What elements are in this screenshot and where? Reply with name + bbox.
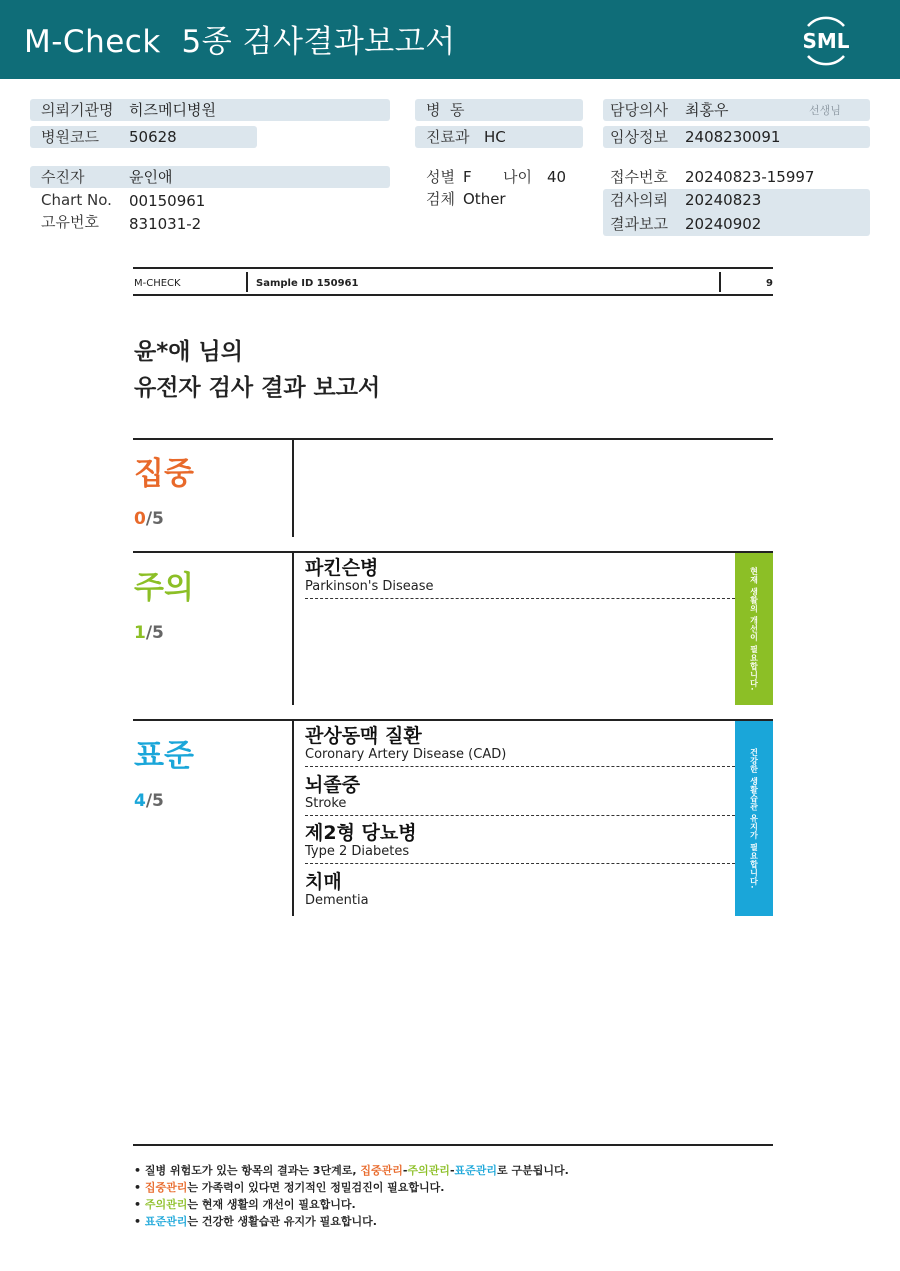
doctor-label: 담당의사 (610, 101, 668, 119)
hospital-code-value: 50628 (129, 128, 177, 146)
page-title: M-Check 5종 검사결과보고서 (24, 24, 456, 60)
request-label: 검사의뢰 (610, 191, 668, 209)
disease-name-en: Type 2 Diabetes (305, 844, 410, 859)
bullet: • (134, 1181, 142, 1194)
disease-item (305, 871, 735, 909)
standard-side-note (735, 721, 773, 916)
report-title: 유전자 검사 결과 보고서 (134, 375, 381, 401)
standard-count: 4/5 (134, 791, 164, 811)
unique-label: 고유번호 (41, 213, 99, 231)
age-label: 나이 (503, 168, 532, 186)
bullet: • (134, 1215, 142, 1228)
note-item: • 집중관리는 가족력이 있다면 정기적인 정밀검진이 필요합니다. (134, 1181, 445, 1194)
intensive-title: 집중 (134, 456, 194, 492)
report-value: 20240902 (685, 215, 762, 233)
intensive-rule (133, 438, 773, 440)
clinical-value: 2408230091 (685, 128, 781, 146)
header-bar (0, 0, 900, 79)
disease-name-ko: 파킨슨병 (305, 557, 379, 579)
disease-item (305, 557, 735, 599)
chart-label: Chart No. (41, 191, 112, 209)
note-item: • 표준관리는 건강한 생활습관 유지가 필요합니다. (134, 1215, 377, 1228)
patient-name-line: 윤*애 님의 (134, 339, 243, 365)
institution-label: 의뢰기관명 (41, 101, 114, 119)
report-brand: M-CHECK (134, 278, 181, 289)
department-label: 진료과 (426, 128, 470, 146)
report-label: 결과보고 (610, 215, 668, 233)
notes-list (134, 1162, 569, 1230)
disease-name-en: Coronary Artery Disease (CAD) (305, 747, 507, 762)
caution-side-note-text: 현재 생활의 개선이 필요합니다. (749, 567, 759, 691)
institution-value: 히즈메디병원 (129, 101, 216, 119)
standard-rule (133, 719, 773, 721)
note-item: • 주의관리는 현재 생활의 개선이 필요합니다. (134, 1198, 356, 1211)
dashed-divider (305, 766, 735, 767)
bullet: • (134, 1164, 142, 1177)
caution-divider (292, 553, 294, 705)
patient-label: 수진자 (41, 168, 85, 186)
disease-item (305, 822, 735, 864)
bullet: • (134, 1198, 142, 1211)
intensive-count: 0/5 (134, 509, 164, 529)
report-top-rule (133, 267, 773, 269)
ward-label: 병 동 (426, 101, 465, 119)
dashed-divider (305, 863, 735, 864)
age-value: 40 (547, 168, 567, 186)
specimen-label: 검체 (426, 190, 455, 208)
standard-side-note-text: 건강한 생활습관 유지가 필요합니다. (749, 748, 759, 889)
disease-name-en: Dementia (305, 893, 369, 908)
report-bottom-rule (133, 294, 773, 296)
caution-title: 주의 (134, 570, 194, 606)
doctor-value: 최홍우 (685, 101, 729, 119)
intensive-divider (292, 440, 294, 537)
disease-name-en: Stroke (305, 796, 347, 811)
report-divider-1 (246, 272, 248, 292)
dashed-divider (305, 815, 735, 816)
caution-side-note (735, 553, 773, 705)
doctor-suffix: 선생님 (809, 104, 841, 117)
disease-name-ko: 뇌졸중 (305, 774, 361, 796)
receipt-value: 20240823-15997 (685, 168, 815, 186)
sex-value: F (463, 168, 472, 186)
notes-rule (133, 1144, 773, 1146)
unique-value: 831031-2 (129, 215, 202, 233)
caution-count: 1/5 (134, 623, 164, 643)
standard-divider (292, 721, 294, 916)
logo-text: SML (802, 29, 850, 53)
clinical-label: 임상정보 (610, 128, 668, 146)
disease-name-ko: 치매 (305, 871, 342, 893)
sample-id: Sample ID 150961 (256, 278, 359, 289)
report-divider-2 (719, 272, 721, 292)
hospital-code-label: 병원코드 (41, 128, 99, 146)
dashed-divider (305, 598, 735, 599)
department-value: HC (484, 128, 506, 146)
standard-title: 표준 (134, 738, 194, 774)
patient-value: 윤인애 (129, 168, 173, 186)
disease-item (305, 774, 735, 816)
disease-name-en: Parkinson's Disease (305, 579, 434, 594)
caution-rule (133, 551, 773, 553)
page-number: 9 (766, 278, 773, 289)
chart-value: 00150961 (129, 192, 206, 210)
disease-name-ko: 제2형 당뇨병 (305, 822, 417, 844)
receipt-label: 접수번호 (610, 168, 668, 186)
note-item: • 질병 위험도가 있는 항목의 결과는 3단계로, 집중관리-주의관리-표준관리로 구분됩니다. (134, 1164, 569, 1177)
request-value: 20240823 (685, 191, 762, 209)
disease-name-ko: 관상동맥 질환 (305, 725, 422, 747)
specimen-value: Other (463, 190, 506, 208)
sex-label: 성별 (426, 168, 455, 186)
disease-item (305, 725, 735, 767)
sml-logo (796, 10, 856, 70)
